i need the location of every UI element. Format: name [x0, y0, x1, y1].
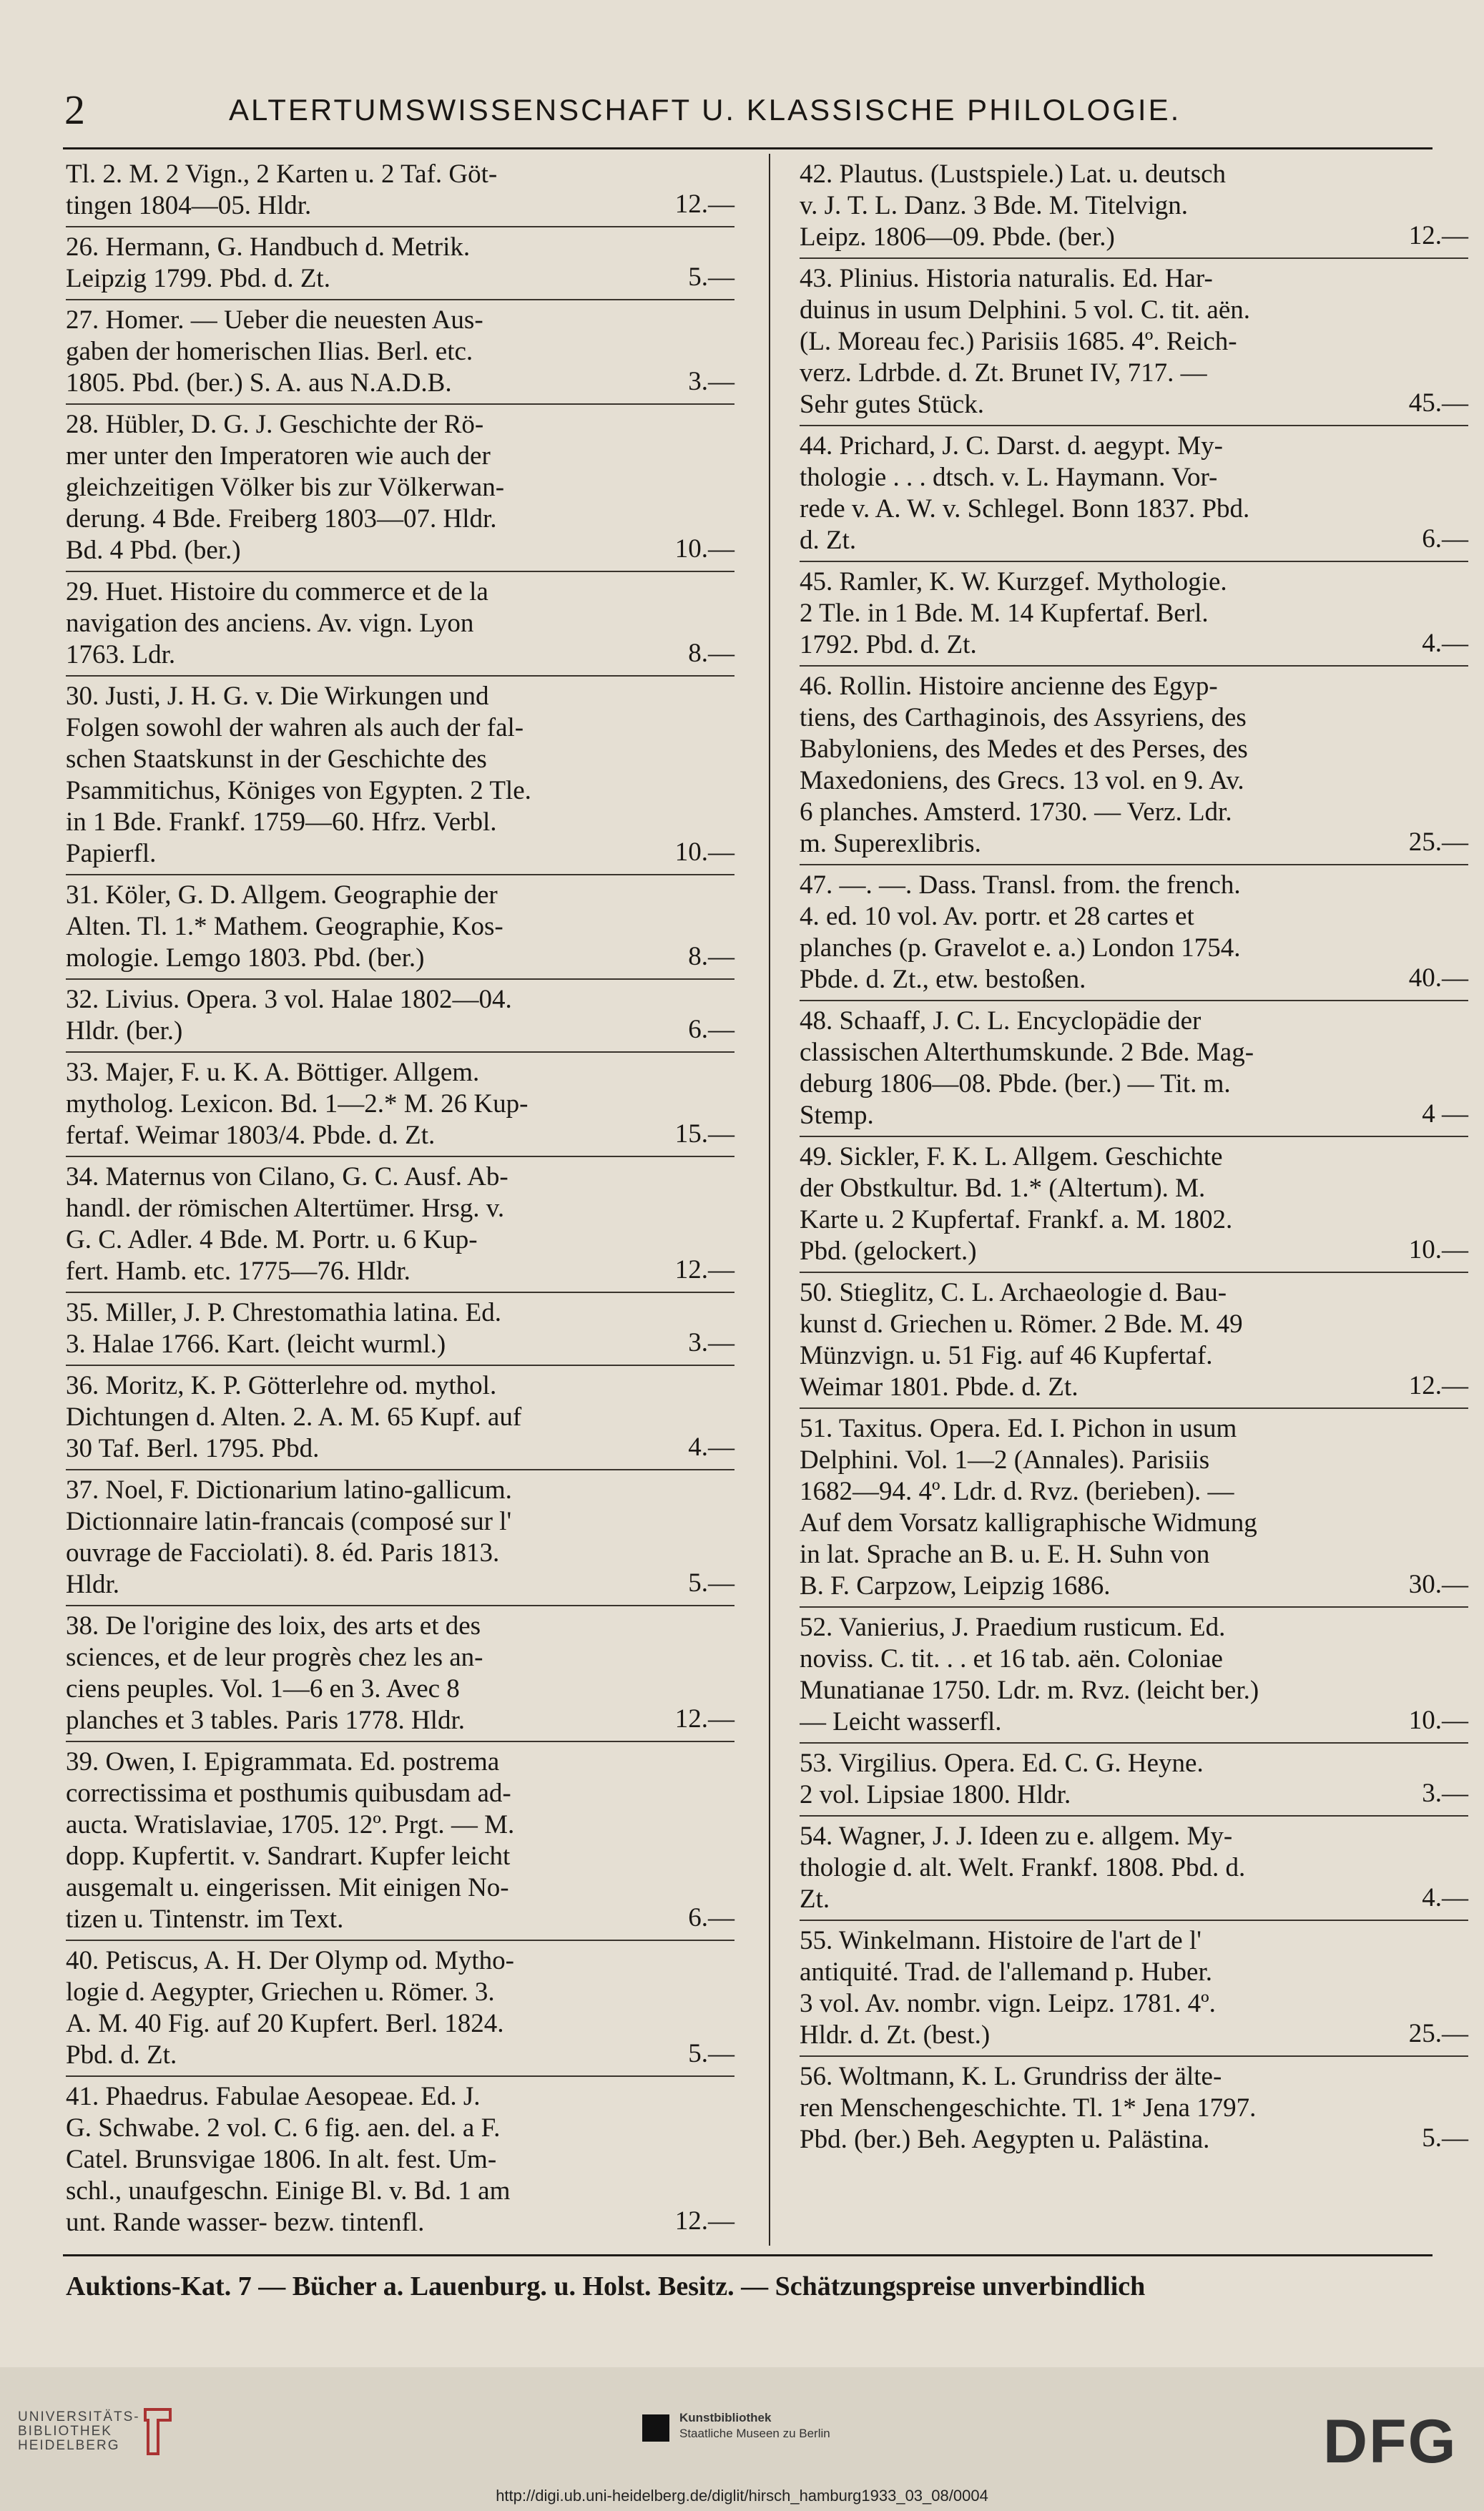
running-title: ALTERTUMSWISSENSCHAFT U. KLASSISCHE PHILOLOGIE.: [229, 93, 1181, 127]
catalog-entry: [66, 1475, 734, 1603]
entry-price: 12.—: [674, 190, 734, 219]
entry-line: 48. Schaaff, J. C. L. Encyclopädie der: [800, 1006, 1202, 1036]
entry-divider: [66, 226, 734, 227]
entry-line: Stemp.: [800, 1101, 874, 1130]
entry-price: 10.—: [1408, 1235, 1468, 1264]
entry-line: tiens, des Carthaginois, des Assyriens, des: [800, 703, 1247, 732]
footer-note: Auktions-Kat. 7 — Bücher a. Lauenburg. u. Holst. Besitz. — Schätzungspreise unverbindlich: [66, 2271, 1146, 2301]
catalog-entry: [800, 431, 1468, 559]
catalog-entry: [800, 1141, 1468, 1270]
entry-line: Dichtungen d. Alten. 2. A. M. 65 Kupf. auf: [66, 1402, 522, 1432]
entry-line: fert. Hamb. etc. 1775—76. Hldr.: [66, 1257, 411, 1286]
entry-line: Pbd. (ber.) Beh. Aegypten u. Palästina.: [800, 2125, 1210, 2154]
entry-line: der Obstkultur. Bd. 1.* (Altertum). M.: [800, 1174, 1206, 1203]
catalog-entry: [66, 576, 734, 674]
entry-line: correctissima et posthumis quibusdam ad-: [66, 1779, 511, 1808]
entry-line: sciences, et de leur progrès chez les an-: [66, 1643, 483, 1672]
entry-line: Pbd. d. Zt.: [66, 2040, 177, 2070]
entry-price: 6.—: [688, 1015, 734, 1044]
entry-line: G. C. Adler. 4 Bde. M. Portr. u. 6 Kup-: [66, 1225, 478, 1254]
entry-line: 1805. Pbd. (ber.) S. A. aus N.A.D.B.: [66, 368, 452, 398]
entry-line: 52. Vanierius, J. Praedium rusticum. Ed.: [800, 1613, 1226, 1642]
entry-line: 4. ed. 10 vol. Av. portr. et 28 cartes et: [800, 902, 1194, 931]
entry-line: Folgen sowohl der wahren als auch der fal-: [66, 713, 524, 742]
right-column: [800, 159, 1468, 2160]
entry-price: 4.—: [1422, 629, 1468, 658]
entry-line: Dictionnaire latin-francais (composé sur l': [66, 1507, 512, 1536]
entry-price: 4 —: [1422, 1099, 1468, 1129]
entry-divider: [800, 1920, 1468, 1921]
catalog-entry: [66, 1945, 734, 2074]
entry-line: Munatianae 1750. Ldr. m. Rvz. (leicht ber.): [800, 1676, 1259, 1705]
entry-line: mologie. Lemgo 1803. Pbd. (ber.): [66, 943, 425, 973]
entry-line: ausgemalt u. eingerissen. Mit einigen No-: [66, 1873, 509, 1902]
entry-line: Sehr gutes Stück.: [800, 390, 984, 419]
entry-divider: [800, 425, 1468, 426]
entry-line: tingen 1804—05. Hldr.: [66, 191, 312, 220]
entry-divider: [66, 1051, 734, 1053]
entry-line: 1792. Pbd. d. Zt.: [800, 630, 977, 659]
ub-logo-line: HEIDELBERG: [18, 2438, 120, 2453]
entry-line: 3 vol. Av. nombr. vign. Leipz. 1781. 4º.: [800, 1989, 1216, 2018]
entry-price: 25.—: [1408, 2019, 1468, 2048]
entry-line: 41. Phaedrus. Fabulae Aesopeae. Ed. J.: [66, 2082, 481, 2111]
entry-divider: [66, 675, 734, 677]
catalog-entry: [800, 870, 1468, 998]
entry-line: 38. De l'origine des loix, des arts et des: [66, 1611, 481, 1641]
entry-divider: [66, 978, 734, 980]
entry-price: 25.—: [1408, 827, 1468, 857]
entry-line: 33. Majer, F. u. K. A. Böttiger. Allgem.: [66, 1058, 480, 1087]
entry-line: gleichzeitigen Völker bis zur Völkerwan-: [66, 473, 505, 502]
entry-line: classischen Alterthumskunde. 2 Bde. Mag-: [800, 1038, 1254, 1067]
entry-line: rede v. A. W. v. Schlegel. Bonn 1837. Pbd.: [800, 494, 1250, 524]
entry-divider: [800, 1407, 1468, 1409]
entry-line: 30 Taf. Berl. 1795. Pbd.: [66, 1434, 320, 1463]
entry-line: ouvrage de Facciolati). 8. éd. Paris 1813.: [66, 1538, 500, 1568]
entry-line: mytholog. Lexicon. Bd. 1—2.* M. 26 Kup-: [66, 1089, 529, 1119]
entry-line: planches et 3 tables. Paris 1778. Hldr.: [66, 1706, 465, 1735]
entry-divider: [800, 665, 1468, 667]
source-url-link[interactable]: http://digi.ub.uni-heidelberg.de/diglit/hirsch_hamburg1933_03_08/0004: [496, 2487, 988, 2505]
entry-line: 26. Hermann, G. Handbuch d. Metrik.: [66, 232, 471, 262]
entry-price: 4.—: [1422, 1883, 1468, 1912]
entry-line: 2 vol. Lipsiae 1800. Hldr.: [800, 1780, 1071, 1809]
catalog-entry: [66, 305, 734, 402]
catalog-entry: [800, 566, 1468, 664]
entry-divider: [800, 864, 1468, 865]
entry-divider: [800, 1815, 1468, 1817]
entry-line: 39. Owen, I. Epigrammata. Ed. postrema: [66, 1747, 500, 1777]
entry-line: Hldr.: [66, 1570, 120, 1599]
entry-line: 51. Taxitus. Opera. Ed. I. Pichon in usum: [800, 1414, 1237, 1443]
catalog-entry: [66, 1057, 734, 1154]
catalog-entry: [800, 1612, 1468, 1741]
entry-line: 36. Moritz, K. P. Götterlehre od. mythol.: [66, 1371, 497, 1400]
entry-divider: [66, 1469, 734, 1470]
entry-divider: [800, 1000, 1468, 1001]
entry-line: Zt.: [800, 1885, 830, 1914]
entry-divider: [66, 1605, 734, 1606]
entry-line: Catel. Brunsvigae 1806. In alt. fest. Um-: [66, 2145, 497, 2174]
catalog-entry: [800, 1925, 1468, 2054]
entry-line: 28. Hübler, D. G. J. Geschichte der Rö-: [66, 410, 484, 439]
entry-line: ren Menschengeschichte. Tl. 1* Jena 1797.: [800, 2093, 1257, 2123]
entry-divider: [66, 299, 734, 300]
entry-price: 12.—: [674, 2206, 734, 2236]
entry-line: thologie d. alt. Welt. Frankf. 1808. Pbd. d.: [800, 1853, 1246, 1882]
entry-divider: [66, 1365, 734, 1366]
kb-square-icon: [642, 2414, 669, 2442]
entry-divider: [66, 1292, 734, 1293]
entry-line: Leipzig 1799. Pbd. d. Zt.: [66, 264, 330, 293]
entry-line: navigation des anciens. Av. vign. Lyon: [66, 609, 474, 638]
entry-line: — Leicht wasserfl.: [800, 1707, 1002, 1736]
entry-price: 8.—: [688, 942, 734, 971]
entry-price: 12.—: [674, 1704, 734, 1734]
entry-price: 3.—: [688, 367, 734, 396]
entry-line: Münzvign. u. 51 Fig. auf 46 Kupfertaf.: [800, 1341, 1213, 1370]
catalog-entry: [800, 1277, 1468, 1406]
catalog-entry: [66, 880, 734, 977]
entry-price: 40.—: [1408, 963, 1468, 993]
entry-price: 5.—: [688, 2039, 734, 2068]
entry-line: deburg 1806—08. Pbde. (ber.) — Tit. m.: [800, 1069, 1231, 1099]
entry-line: Leipz. 1806—09. Pbde. (ber.): [800, 222, 1115, 252]
entry-line: Bd. 4 Pbd. (ber.): [66, 536, 241, 565]
entry-line: 46. Rollin. Histoire ancienne des Egyp-: [800, 672, 1218, 701]
entry-line: antiquité. Trad. de l'allemand p. Huber.: [800, 1957, 1212, 1987]
entry-price: 4.—: [688, 1433, 734, 1462]
entry-line: 35. Miller, J. P. Chrestomathia latina. Ed.: [66, 1298, 501, 1327]
column-separator: [769, 154, 770, 2246]
entry-price: 10.—: [674, 534, 734, 564]
entry-price: 10.—: [674, 837, 734, 867]
catalog-entry: [66, 1611, 734, 1739]
entry-line: 44. Prichard, J. C. Darst. d. aegypt. My-: [800, 431, 1223, 461]
catalog-entry: [66, 1746, 734, 1938]
entry-price: 10.—: [1408, 1706, 1468, 1735]
entry-price: 5.—: [688, 1568, 734, 1598]
catalog-entry: [66, 1370, 734, 1468]
entry-divider: [800, 257, 1468, 259]
catalog-entry: [800, 671, 1468, 863]
entry-divider: [66, 1940, 734, 1941]
entry-line: unt. Rande wasser- bezw. tintenfl.: [66, 2208, 425, 2237]
entry-line: Delphini. Vol. 1—2 (Annales). Parisiis: [800, 1445, 1210, 1475]
entry-divider: [66, 2075, 734, 2077]
entry-line: schl., unaufgeschn. Einige Bl. v. Bd. 1 am: [66, 2176, 511, 2206]
entry-price: 45.—: [1408, 388, 1468, 418]
entry-line: 45. Ramler, K. W. Kurzgef. Mythologie.: [800, 567, 1227, 596]
entry-line: v. J. T. L. Danz. 3 Bde. M. Titelvign.: [800, 191, 1189, 220]
entry-divider: [800, 1742, 1468, 1744]
page-header: [0, 80, 1484, 137]
entry-line: Maxedoniens, des Grecs. 13 vol. en 9. Av.: [800, 766, 1244, 795]
ub-logo-line: UNIVERSITÄTS-: [18, 2409, 140, 2424]
entry-line: 53. Virgilius. Opera. Ed. C. G. Heyne.: [800, 1749, 1204, 1778]
catalog-entry: [66, 159, 734, 225]
entry-divider: [800, 1272, 1468, 1273]
catalog-entry: [66, 232, 734, 298]
catalog-entry: [800, 1748, 1468, 1814]
entry-line: in 1 Bde. Frankf. 1759—60. Hfrz. Verbl.: [66, 807, 497, 837]
entry-price: 5.—: [1422, 2123, 1468, 2153]
dfg-logo: DFG: [1323, 2407, 1458, 2476]
catalog-entry: [800, 1413, 1468, 1605]
entry-line: A. M. 40 Fig. auf 20 Kupfert. Berl. 1824.: [66, 2009, 504, 2038]
entry-divider: [66, 571, 734, 572]
entry-line: 49. Sickler, F. K. L. Allgem. Geschichte: [800, 1142, 1223, 1171]
catalog-entry: [66, 2081, 734, 2241]
catalog-entry: [66, 1297, 734, 1363]
entry-line: derung. 4 Bde. Freiberg 1803—07. Hldr.: [66, 504, 497, 534]
entry-line: mer unter den Imperatoren wie auch der: [66, 441, 491, 471]
entry-line: planches (p. Gravelot e. a.) London 1754.: [800, 933, 1241, 963]
entry-price: 3.—: [1422, 1779, 1468, 1808]
entry-line: Karte u. 2 Kupfertaf. Frankf. a. M. 1802.: [800, 1205, 1233, 1234]
entry-price: 12.—: [1408, 1371, 1468, 1400]
entry-divider: [800, 1606, 1468, 1608]
entry-line: kunst d. Griechen u. Römer. 2 Bde. M. 49: [800, 1309, 1243, 1339]
entry-line: Hldr. d. Zt. (best.): [800, 2020, 991, 2050]
entry-line: (L. Moreau fec.) Parisiis 1685. 4º. Reich-: [800, 327, 1237, 356]
entry-divider: [800, 2055, 1468, 2057]
ub-emblem-icon: [138, 2406, 177, 2457]
entry-line: Psammitichus, Königes von Egypten. 2 Tle.: [66, 776, 531, 805]
university-library-logo: [18, 2410, 140, 2453]
entry-line: 29. Huet. Histoire du commerce et de la: [66, 577, 488, 606]
entry-line: aucta. Wratislaviae, 1705. 12º. Prgt. — M.: [66, 1810, 515, 1839]
entry-line: dopp. Kupfertit. v. Sandrart. Kupfer leicht: [66, 1842, 511, 1871]
catalog-entry: [800, 2061, 1468, 2158]
entry-divider: [66, 874, 734, 875]
entry-line: 1763. Ldr.: [66, 640, 176, 669]
ub-logo-line: BIBLIOTHEK: [18, 2424, 112, 2439]
entry-line: m. Superexlibris.: [800, 829, 981, 858]
entry-line: 54. Wagner, J. J. Ideen zu e. allgem. My-: [800, 1822, 1233, 1851]
entry-price: 6.—: [1422, 524, 1468, 554]
entry-line: 31. Köler, G. D. Allgem. Geographie der: [66, 880, 498, 910]
entry-line: Hldr. (ber.): [66, 1016, 183, 1046]
entry-line: d. Zt.: [800, 526, 857, 555]
entry-divider: [66, 1156, 734, 1157]
entry-line: 40. Petiscus, A. H. Der Olymp od. Mytho-: [66, 1946, 514, 1975]
entry-line: Babyloniens, des Medes et des Perses, des: [800, 734, 1248, 764]
entry-line: Papierfl.: [66, 839, 157, 868]
entry-line: 50. Stieglitz, C. L. Archaeologie d. Bau-: [800, 1278, 1227, 1307]
kb-logo-title: Kunstbibliothek: [679, 2411, 772, 2424]
catalog-entry: [66, 409, 734, 569]
entry-line: 1682—94. 4º. Ldr. d. Rvz. (berieben). —: [800, 1477, 1234, 1506]
entry-price: 15.—: [674, 1119, 734, 1149]
entry-line: 30. Justi, J. H. G. v. Die Wirkungen und: [66, 682, 489, 711]
entry-line: 55. Winkelmann. Histoire de l'art de l': [800, 1926, 1202, 1955]
left-column: [66, 159, 734, 2243]
entry-line: Pbd. (gelockert.): [800, 1237, 977, 1266]
catalog-entry: [66, 984, 734, 1050]
header-rule: [63, 147, 1433, 149]
entry-price: 5.—: [688, 262, 734, 292]
entry-line: schen Staatskunst in der Geschichte des: [66, 745, 487, 774]
entry-line: verz. Ldrbde. d. Zt. Brunet IV, 717. —: [800, 358, 1207, 388]
kb-logo-subtitle: Staatliche Museen zu Berlin: [679, 2427, 830, 2440]
entry-line: 6 planches. Amsterd. 1730. — Verz. Ldr.: [800, 797, 1232, 827]
footer-rule: [63, 2254, 1433, 2256]
entry-line: ciens peuples. Vol. 1—6 en 3. Avec 8: [66, 1674, 460, 1704]
entry-price: 30.—: [1408, 1570, 1468, 1599]
entry-price: 12.—: [1408, 221, 1468, 250]
page-number: 2: [64, 87, 85, 133]
entry-line: 3. Halae 1766. Kart. (leicht wurml.): [66, 1330, 446, 1359]
entry-line: noviss. C. tit. . . et 16 tab. aën. Coloniae: [800, 1644, 1223, 1674]
catalog-entry: [800, 1006, 1468, 1134]
entry-line: G. Schwabe. 2 vol. C. 6 fig. aen. del. a F.: [66, 2113, 501, 2143]
entry-line: 37. Noel, F. Dictionarium latino-gallicum.: [66, 1475, 512, 1505]
entry-line: thologie . . . dtsch. v. L. Haymann. Vor-: [800, 463, 1218, 492]
catalog-entry: [800, 263, 1468, 423]
entry-line: B. F. Carpzow, Leipzig 1686.: [800, 1571, 1111, 1601]
entry-line: handl. der römischen Altertümer. Hrsg. v.: [66, 1194, 505, 1223]
entry-line: Pbde. d. Zt., etw. bestoßen.: [800, 965, 1086, 994]
entry-divider: [66, 403, 734, 405]
catalog-entry: [66, 1161, 734, 1290]
entry-line: 32. Livius. Opera. 3 vol. Halae 1802—04.: [66, 985, 512, 1014]
entry-line: tizen u. Tintenstr. im Text.: [66, 1905, 344, 1934]
entry-line: 27. Homer. — Ueber die neuesten Aus-: [66, 305, 483, 335]
entry-divider: [800, 561, 1468, 562]
entry-line: 34. Maternus von Cilano, G. C. Ausf. Ab-: [66, 1162, 508, 1191]
entry-line: duinus in usum Delphini. 5 vol. C. tit. aën.: [800, 295, 1251, 325]
entry-price: 12.—: [674, 1255, 734, 1284]
entry-line: Weimar 1801. Pbde. d. Zt.: [800, 1372, 1078, 1402]
entry-line: fertaf. Weimar 1803/4. Pbde. d. Zt.: [66, 1121, 436, 1150]
catalog-entry: [800, 1821, 1468, 1918]
entry-line: Alten. Tl. 1.* Mathem. Geographie, Kos-: [66, 912, 503, 941]
entry-price: 3.—: [688, 1328, 734, 1357]
entry-line: 56. Woltmann, K. L. Grundriss der älte-: [800, 2062, 1222, 2091]
entry-line: gaben der homerischen Ilias. Berl. etc.: [66, 337, 473, 366]
entry-divider: [800, 1136, 1468, 1137]
entry-line: logie d. Aegypter, Griechen u. Römer. 3.: [66, 1977, 495, 2007]
entry-line: Auf dem Vorsatz kalligraphische Widmung: [800, 1508, 1257, 1538]
entry-divider: [66, 1741, 734, 1742]
entry-line: 47. —. —. Dass. Transl. from. the french.: [800, 870, 1241, 900]
entry-line: 2 Tle. in 1 Bde. M. 14 Kupfertaf. Berl.: [800, 599, 1209, 628]
kunstbibliothek-logo: [679, 2410, 830, 2442]
entry-line: Tl. 2. M. 2 Vign., 2 Karten u. 2 Taf. Göt-: [66, 159, 498, 189]
entry-line: 42. Plautus. (Lustspiele.) Lat. u. deutsch: [800, 159, 1227, 189]
entry-line: in lat. Sprache an B. u. E. H. Suhn von: [800, 1540, 1210, 1569]
entry-price: 8.—: [688, 639, 734, 668]
entry-line: 43. Plinius. Historia naturalis. Ed. Har-: [800, 264, 1213, 293]
catalog-entry: [66, 681, 734, 873]
entry-price: 6.—: [688, 1903, 734, 1932]
catalog-entry: [800, 159, 1468, 256]
